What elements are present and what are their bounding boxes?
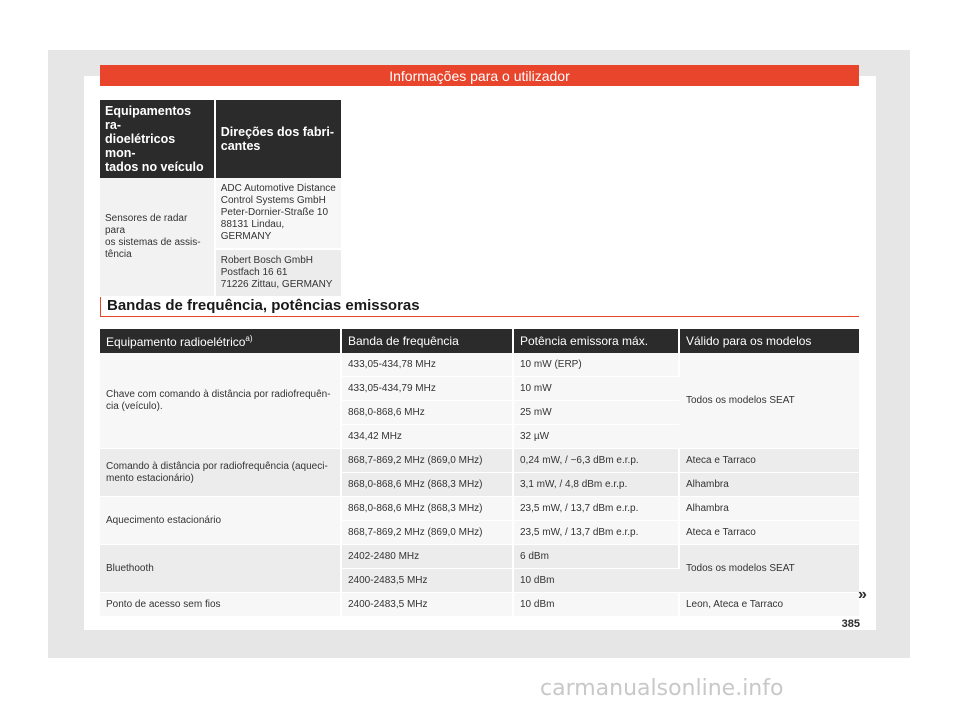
- device-cell: Bluethooth: [100, 545, 341, 593]
- t1-header-device-text: Equipamentos ra- dioelétricos mon- tados no veículo: [105, 104, 204, 174]
- power-cell: 10 mW (ERP): [513, 353, 679, 377]
- band-cell: 2400-2483,5 MHz: [341, 593, 513, 617]
- models-cell: Leon, Ateca e Tarraco: [679, 593, 859, 617]
- models-cell: Ateca e Tarraco: [679, 449, 859, 473]
- device-cell: [100, 353, 341, 449]
- power-cell: 10 mW: [513, 377, 679, 401]
- power-cell: 0,24 mW, / −6,3 dBm e.r.p.: [513, 449, 679, 473]
- band-cell: 868,7-869,2 MHz (869,0 MHz): [341, 449, 513, 473]
- power-cell: 6 dBm: [513, 545, 679, 569]
- models-cell: Alhambra: [679, 473, 859, 497]
- table-row: [100, 545, 859, 569]
- power-cell: 23,5 mW, / 13,7 dBm e.r.p.: [513, 497, 679, 521]
- power-cell: 3,1 mW, / 4,8 dBm e.r.p.: [513, 473, 679, 497]
- chapter-title: Informações para o utilizador: [389, 67, 570, 84]
- footnote-ref: a): [245, 333, 253, 343]
- band-cell: 433,05-434,78 MHz: [341, 353, 513, 377]
- t1-manufacturer-text: ADC Automotive Distance Control Systems GmbH Peter-Dornier-Straße 10 88131 Lindau, GERMANY: [220, 183, 336, 242]
- device-text: Chave com comando à distância por radiofrequên- cia (veículo).: [106, 388, 331, 412]
- band-cell: 434,42 MHz: [341, 425, 513, 449]
- table-row: [100, 497, 859, 521]
- watermark: carmanualsonline.info: [540, 676, 784, 701]
- models-cell: Todos os modelos SEAT: [679, 545, 859, 593]
- band-cell: 868,0-868,6 MHz (868,3 MHz): [341, 473, 513, 497]
- device-text: Comando à distância por radiofrequência (aqueci- mento estacionário): [106, 460, 328, 484]
- device-cell: Aquecimento estacionário: [100, 497, 341, 545]
- table-row: [100, 449, 859, 473]
- t1-device-text: Sensores de radar para os sistemas de assis- tência: [105, 213, 201, 260]
- manufacturers-table: [100, 100, 341, 296]
- models-cell: Todos os modelos SEAT: [679, 353, 859, 449]
- continuation-mark: »: [858, 586, 867, 603]
- power-cell: 32 µW: [513, 425, 679, 449]
- power-cell: 25 mW: [513, 401, 679, 425]
- power-cell: 23,5 mW, / 13,7 dBm e.r.p.: [513, 521, 679, 545]
- t1-manufacturer-cell: [215, 249, 341, 296]
- chapter-header: [100, 65, 859, 86]
- models-cell: Alhambra: [679, 497, 859, 521]
- t1-device-cell: [100, 178, 215, 296]
- band-cell: 433,05-434,79 MHz: [341, 377, 513, 401]
- t1-manufacturer-cell: [215, 178, 341, 249]
- table-row: [100, 353, 859, 377]
- power-cell: 10 dBm: [513, 593, 679, 617]
- t2-header-models: Válido para os modelos: [679, 329, 859, 353]
- device-cell: [100, 449, 341, 497]
- band-cell: 868,0-868,6 MHz: [341, 401, 513, 425]
- t1-header-manufacturer-text: Direções dos fabri- cantes: [220, 125, 334, 153]
- t2-header-power: Potência emissora máx.: [513, 329, 679, 353]
- band-cell: 2402-2480 MHz: [341, 545, 513, 569]
- band-cell: 868,0-868,6 MHz (868,3 MHz): [341, 497, 513, 521]
- band-cell: 2400-2483,5 MHz: [341, 569, 513, 593]
- t1-header-device: [100, 100, 215, 178]
- t1-manufacturer-text: Robert Bosch GmbH Postfach 16 61 71226 Zittau, GERMANY: [220, 255, 333, 290]
- models-cell: Ateca e Tarraco: [679, 521, 859, 545]
- t2-header-device: [100, 329, 341, 353]
- t2-header-band: Banda de frequência: [341, 329, 513, 353]
- frequency-table: [100, 329, 859, 617]
- device-cell: Ponto de acesso sem fios: [100, 593, 341, 617]
- table-row: [100, 593, 859, 617]
- t2-header-device-text: Equipamento radioelétrico: [106, 334, 246, 349]
- page-number: 385: [841, 618, 860, 630]
- power-cell: 10 dBm: [513, 569, 679, 593]
- t1-header-manufacturer: [215, 100, 341, 178]
- section-title: Bandas de frequência, potências emissoras: [100, 297, 859, 317]
- band-cell: 868,7-869,2 MHz (869,0 MHz): [341, 521, 513, 545]
